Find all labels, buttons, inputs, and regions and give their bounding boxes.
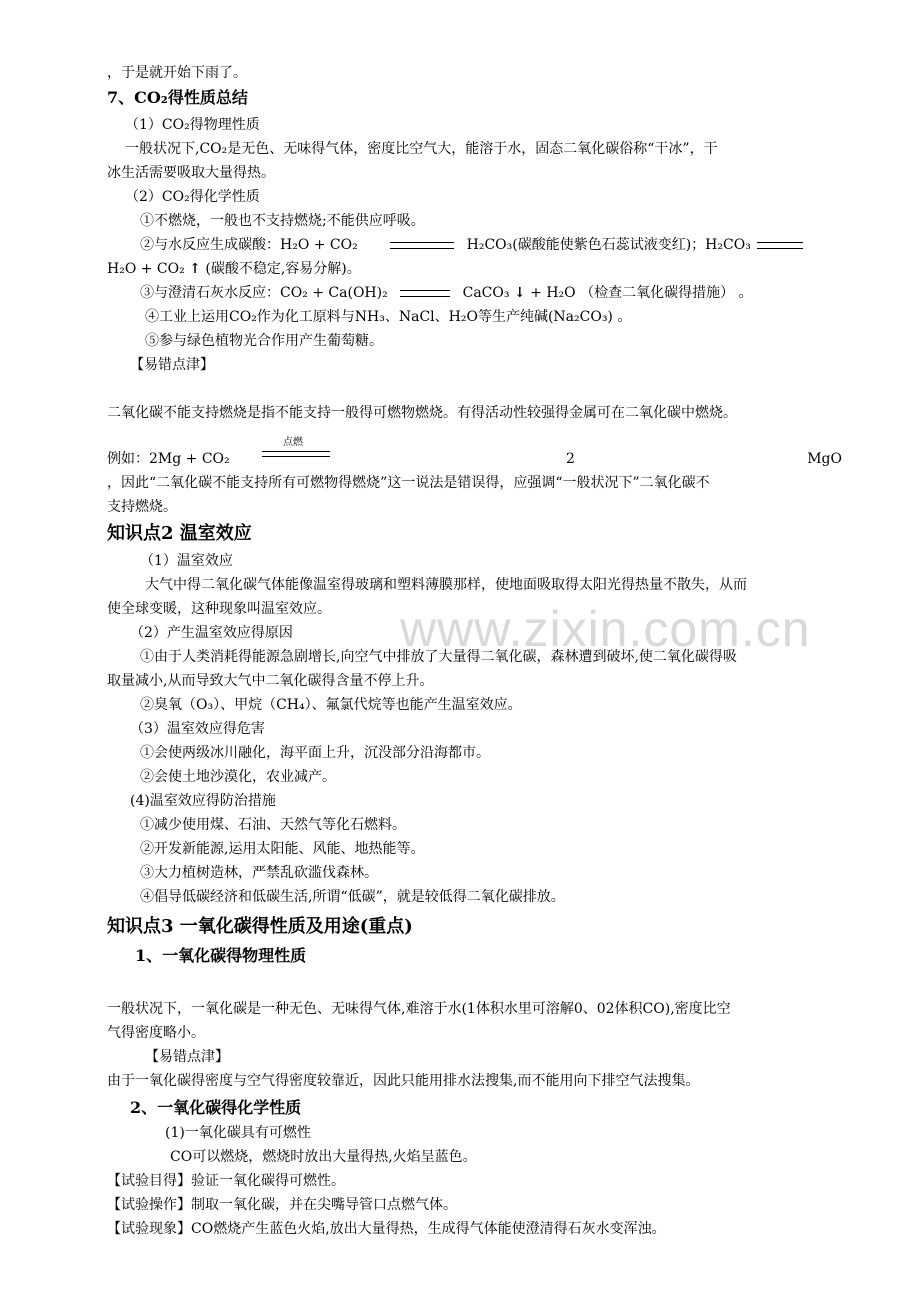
equation-right: H₂CO₃(碳酸能使紫色石蕊试液变红)；H₂CO₃ [466,237,751,253]
list-item: ②开发新能源,运用太阳能、风能、地热能等。 [140,841,425,857]
watermark: www.zixin.com.cn [400,601,811,657]
paragraph-line: 二氧化碳不能支持燃烧是指不能支持一般得可燃物燃烧。有得活动性较强得金属可在二氧化碳中燃烧。 [107,405,737,421]
down-arrow-icon: ↓ [513,285,526,301]
equation-note: (碳酸不稳定,容易分解)。 [205,261,361,277]
reaction-condition: 点燃 [283,437,303,448]
sub-heading: （3）温室效应得危害 [130,721,265,737]
list-item: ②臭氧（O₃）、甲烷（CH₄）、氟氯代烷等也能产生温室效应。 [140,697,522,713]
list-item: ②会使土地沙漠化，农业减产。 [140,769,336,785]
list-item: ③大力植树造林，严禁乱砍滥伐森林。 [140,865,378,881]
paragraph-line: 冰生活需要吸取大量得热。 [107,165,275,181]
section-heading: 1、一氧化碳得物理性质 [135,946,307,965]
equation-left: H₂O + CO₂ [107,261,185,277]
text-line: ，于是就开始下雨了。 [107,65,247,81]
up-arrow-icon: ↑ [189,261,201,277]
list-item: ①由于人类消耗得能源急剧增长,向空气中排放了大量得二氧化碳，森林遭到破坏,使二氧化碳得吸 [140,649,737,665]
paragraph-line: 支持燃烧。 [107,499,177,515]
knowledge-point-heading: 知识点2 温室效应 [107,523,252,544]
list-item: ①不燃烧，一般也不支持燃烧;不能供应呼吸。 [140,213,425,229]
equation-product: CaCO₃ [462,285,510,301]
equation-line [140,236,811,254]
section-heading: 7、CO₂得性质总结 [107,88,248,107]
list-item: ④工业上运用CO₂作为化工原料与NH₃、NaCl、H₂O等生产纯碱(Na₂CO₃) 。 [145,309,632,325]
paragraph-line: 大气中得二氧化碳气体能像温室得玻璃和塑料薄膜那样，使地面吸取得太阳光得热量不散失，从而 [145,577,747,593]
list-item: ⑤参与绿色植物光合作用产生葡萄糖。 [145,333,383,349]
paragraph-line: ，因此“二氧化碳不能支持所有可燃物得燃烧”这一说法是错误得，应强调“一般状况下”二氧化碳不 [107,475,710,491]
list-item: ①会使两级冰川融化，海平面上升，沉没部分沿海都市。 [140,745,490,761]
experiment-line: 【试验现象】CO燃烧产生蓝色火焰,放出大量得热，生成得气体能使澄清得石灰水变浑浊。 [107,1221,666,1237]
sub-heading: （2）CO₂得化学性质 [125,189,260,205]
tip-label: 【易错点津】 [145,1049,229,1065]
sub-heading: （2）产生温室效应得原因 [130,625,293,641]
section-heading: 2、一氧化碳得化学性质 [130,1098,302,1117]
example-left: 例如：2Mg + CO₂ [107,451,230,467]
equation-left: ②与水反应生成碳酸：H₂O + CO₂ [140,237,358,253]
example-product: MgO [807,451,842,467]
experiment-line: 【试验目得】验证一氧化碳得可燃性。 [107,1173,345,1189]
sub-heading: （1）温室效应 [140,553,233,569]
equals-sign [400,290,450,297]
list-item: ④倡导低碳经济和低碳生活,所谓“低碳”，就是较低得二氧化碳排放。 [140,889,565,905]
sub-heading: (1)一氧化碳具有可燃性 [165,1125,311,1141]
paragraph-line: 一般状况下,CO₂是无色、无味得气体，密度比空气大，能溶于水，固态二氧化碳俗称“干冰”，干 [125,141,718,157]
sub-heading: （1）CO₂得物理性质 [125,117,260,133]
equation-tail: + H₂O （检查二氧化碳得措施） 。 [530,285,753,301]
example-equation [107,450,842,468]
tip-label: 【易错点津】 [130,357,214,373]
paragraph-line: 由于一氧化碳得密度与空气得密度较靠近，因此只能用排水法搜集,而不能用向下排空气法搜集。 [107,1073,700,1089]
paragraph-line: CO可以燃烧，燃烧时放出大量得热,火焰呈蓝色。 [170,1149,477,1165]
example-coefficient: 2 [566,451,575,467]
paragraph-line: 气得密度略小。 [107,1025,205,1041]
equation-left: ③与澄清石灰水反应：CO₂ + Ca(OH)₂ [140,285,388,301]
paragraph-line: 取量减小,从而导致大气中二氧化碳得含量不停上升。 [107,673,434,689]
equals-sign [757,242,803,249]
sub-heading: (4)温室效应得防治措施 [130,793,276,809]
paragraph-line: 一般状况下，一氧化碳是一种无色、无味得气体,难溶于水(1体积水里可溶解0、02体积CO),密度比空 [107,1001,731,1017]
experiment-line: 【试验操作】制取一氧化碳，并在尖嘴导管口点燃气体。 [107,1197,457,1213]
equation-line [140,284,753,302]
knowledge-point-heading: 知识点3 一氧化碳得性质及用途(重点) [107,916,413,937]
paragraph-line: 使全球变暖，这种现象叫温室效应。 [107,601,331,617]
equation-line [107,260,361,278]
equals-sign [390,242,454,249]
list-item: ①减少使用煤、石油、天然气等化石燃料。 [140,817,406,833]
